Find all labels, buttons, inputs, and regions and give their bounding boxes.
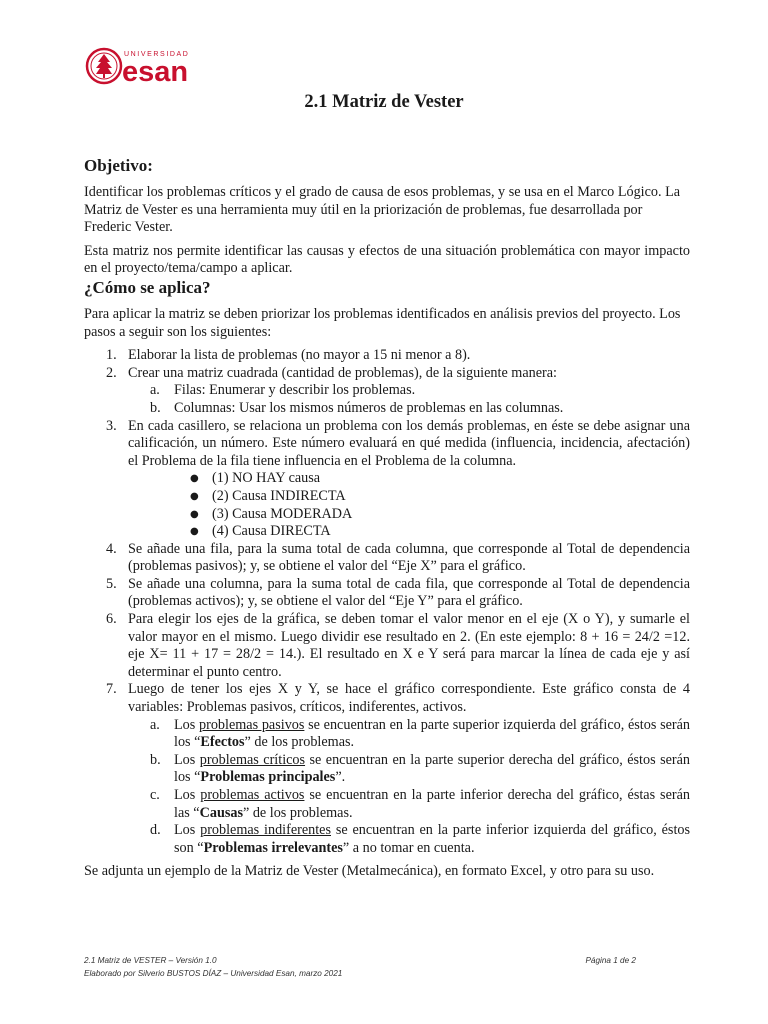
steps-list (84, 347, 690, 857)
bullet-icon: ● (190, 526, 199, 538)
step-text: Se añade una columna, para la suma total de cada fila, que corresponde al Total de dependencia (problemas activos); y, se obtiene el valor del “Eje Y” para el gráfico. (128, 575, 690, 610)
sub-letter: b. (150, 751, 161, 768)
rating-item (128, 523, 690, 541)
step-number: 2. (106, 364, 117, 381)
aplica-intro: Para aplicar la matriz se deben priorizar los problemas identificados en análisis previos del proyecto. Los pasos a seguir son los siguientes: (84, 305, 681, 340)
university-logo (84, 46, 208, 86)
sub-item (128, 400, 690, 418)
quadrant-label: Problemas principales (200, 769, 336, 786)
closing-paragraph: Se adjunta un ejemplo de la Matriz de Vester (Metalmecánica), en formato Excel, y otro para su uso. (84, 863, 655, 880)
footer-author: Elaborado por Silverio BUSTOS DÍAZ – Universidad Esan, marzo 2021 (84, 969, 343, 978)
sub-letter: b. (150, 399, 161, 416)
sub-item (128, 382, 690, 400)
footer-version: 2.1 Matriz de VESTER – Versión 1.0 (84, 956, 217, 965)
sub-text: Columnas: Usar los mismos números de problemas en las columnas. (174, 399, 564, 416)
step-number: 5. (106, 575, 117, 592)
bullet-icon: ● (190, 508, 199, 520)
quadrant-item (128, 752, 690, 787)
quadrant-text: se encuentran en la parte superior derecha del gráfico, éstos serán los “ (174, 751, 691, 786)
sub-letter: c. (150, 787, 160, 803)
step-2-sublist (128, 382, 690, 417)
bullet-icon: ● (190, 473, 199, 485)
quadrant-label: Efectos (200, 734, 245, 751)
aplica-heading: ¿Cómo se aplica? (84, 277, 211, 297)
step-number: 1. (106, 347, 117, 364)
quadrant-text: se encuentran en la parte superior izquierda del gráfico, éstos serán los “ (174, 716, 691, 751)
step-5 (84, 576, 690, 611)
rating-item (128, 506, 690, 524)
quadrant-text: ” de los problemas. (244, 734, 355, 751)
quadrant-text: Los (174, 787, 201, 803)
quadrant-label: Problemas irrelevantes (203, 839, 343, 856)
page-footer (84, 954, 636, 980)
rating-item (128, 488, 690, 506)
step-number: 3. (106, 417, 117, 434)
step-7-sublist (128, 717, 690, 858)
sub-letter: a. (150, 716, 160, 733)
objetivo-paragraph-2: Esta matriz nos permite identificar las causas y efectos de una situación problemática con mayor impacto en el proyecto/tema/campo a aplicar. (84, 242, 690, 277)
document-body (84, 156, 690, 881)
rating-text: (2) Causa INDIRECTA (212, 487, 346, 504)
step-text: Se añade una fila, para la suma total de cada columna, que corresponde al Total de dependencia (problemas pasivos); y, se obtiene el valor del “Eje X” para el gráfico. (128, 540, 690, 575)
page-title: 2.1 Matriz de Vester (304, 92, 464, 112)
quadrant-item (128, 717, 690, 752)
quadrant-item (128, 787, 690, 822)
step-number: 4. (106, 540, 117, 557)
step-7 (84, 681, 690, 857)
rating-text: (1) NO HAY causa (212, 470, 321, 487)
quadrant-label: Causas (199, 804, 243, 821)
step-text: Crear una matriz cuadrada (cantidad de problemas), de la siguiente manera: (128, 364, 557, 381)
bullet-icon: ● (190, 490, 199, 502)
quadrant-text: ” de los problemas. (242, 804, 353, 821)
step-6 (84, 611, 690, 681)
objetivo-heading: Objetivo: (84, 156, 153, 175)
step-text: Luego de tener los ejes X y Y, se hace el gráfico correspondiente. Este gráfico consta de 4 variables: Problemas pasivos, críticos, indiferentes, activos. (128, 681, 690, 716)
quadrant-term: problemas críticos (199, 751, 306, 768)
step-number: 6. (106, 611, 117, 628)
footer-page-number: Página 1 de 2 (585, 956, 636, 965)
step-3 (84, 418, 690, 541)
rating-item (128, 470, 690, 488)
step-text: Para elegir los ejes de la gráfica, se deben tomar el valor menor en el eje (X o Y), y sumarle el valor mayor en el mismo. Luego dividir ese resultado en 2. (En este ejemplo: 8 + 16 = 24/2 =12. eje X= 11 + 17 = 28/2 = 14.). El resultado en X e Y será para marcar la línea de cada eje y así determinar el punto centro. (128, 611, 690, 680)
quadrant-text: se encuentran en la parte inferior derecha del gráfico, éstas serán las “ (174, 787, 690, 821)
step-1 (84, 347, 690, 365)
quadrant-text: Los (174, 751, 200, 768)
svg-text:esan: esan (122, 56, 189, 86)
objetivo-paragraph-1: Identificar los problemas críticos y el grado de causa de esos problemas, y se usa en el Marco Lógico. La Matriz de Vester es una herramienta muy útil en la priorización de problemas, fue desarrollada por Frederic Vester. (84, 184, 681, 236)
quadrant-item (128, 822, 690, 857)
step-2 (84, 365, 690, 418)
step-4 (84, 541, 690, 576)
svg-text:UNIVERSIDAD: UNIVERSIDAD (124, 51, 190, 58)
sub-text: Filas: Enumerar y describir los problemas. (174, 382, 416, 399)
step-number: 7. (106, 681, 117, 698)
quadrant-text: Los (174, 716, 200, 733)
rating-scale-list (128, 470, 690, 540)
quadrant-term: problemas activos (200, 787, 305, 803)
quadrant-text: Los (174, 822, 201, 839)
quadrant-text: ” a no tomar en cuenta. (342, 839, 475, 856)
rating-text: (4) Causa DIRECTA (212, 523, 331, 540)
step-text: En cada casillero, se relaciona un problema con los demás problemas, en éste se debe asignar una calificación, un número. Este número evaluará en qué medida (influencia, incidencia, afectación) el Problema de la fila tiene influencia en el Problema de la columna. (128, 417, 690, 469)
rating-text: (3) Causa MODERADA (212, 505, 353, 522)
sub-letter: d. (150, 822, 161, 839)
quadrant-term: problemas pasivos (199, 716, 305, 733)
quadrant-text: ”. (335, 769, 346, 786)
sub-letter: a. (150, 382, 160, 399)
step-text: Elaborar la lista de problemas (no mayor a 15 ni menor a 8). (128, 347, 471, 364)
quadrant-text: se encuentran en la parte inferior izquierda del gráfico, éstos son “ (174, 822, 690, 856)
quadrant-term: problemas indiferentes (200, 822, 331, 839)
